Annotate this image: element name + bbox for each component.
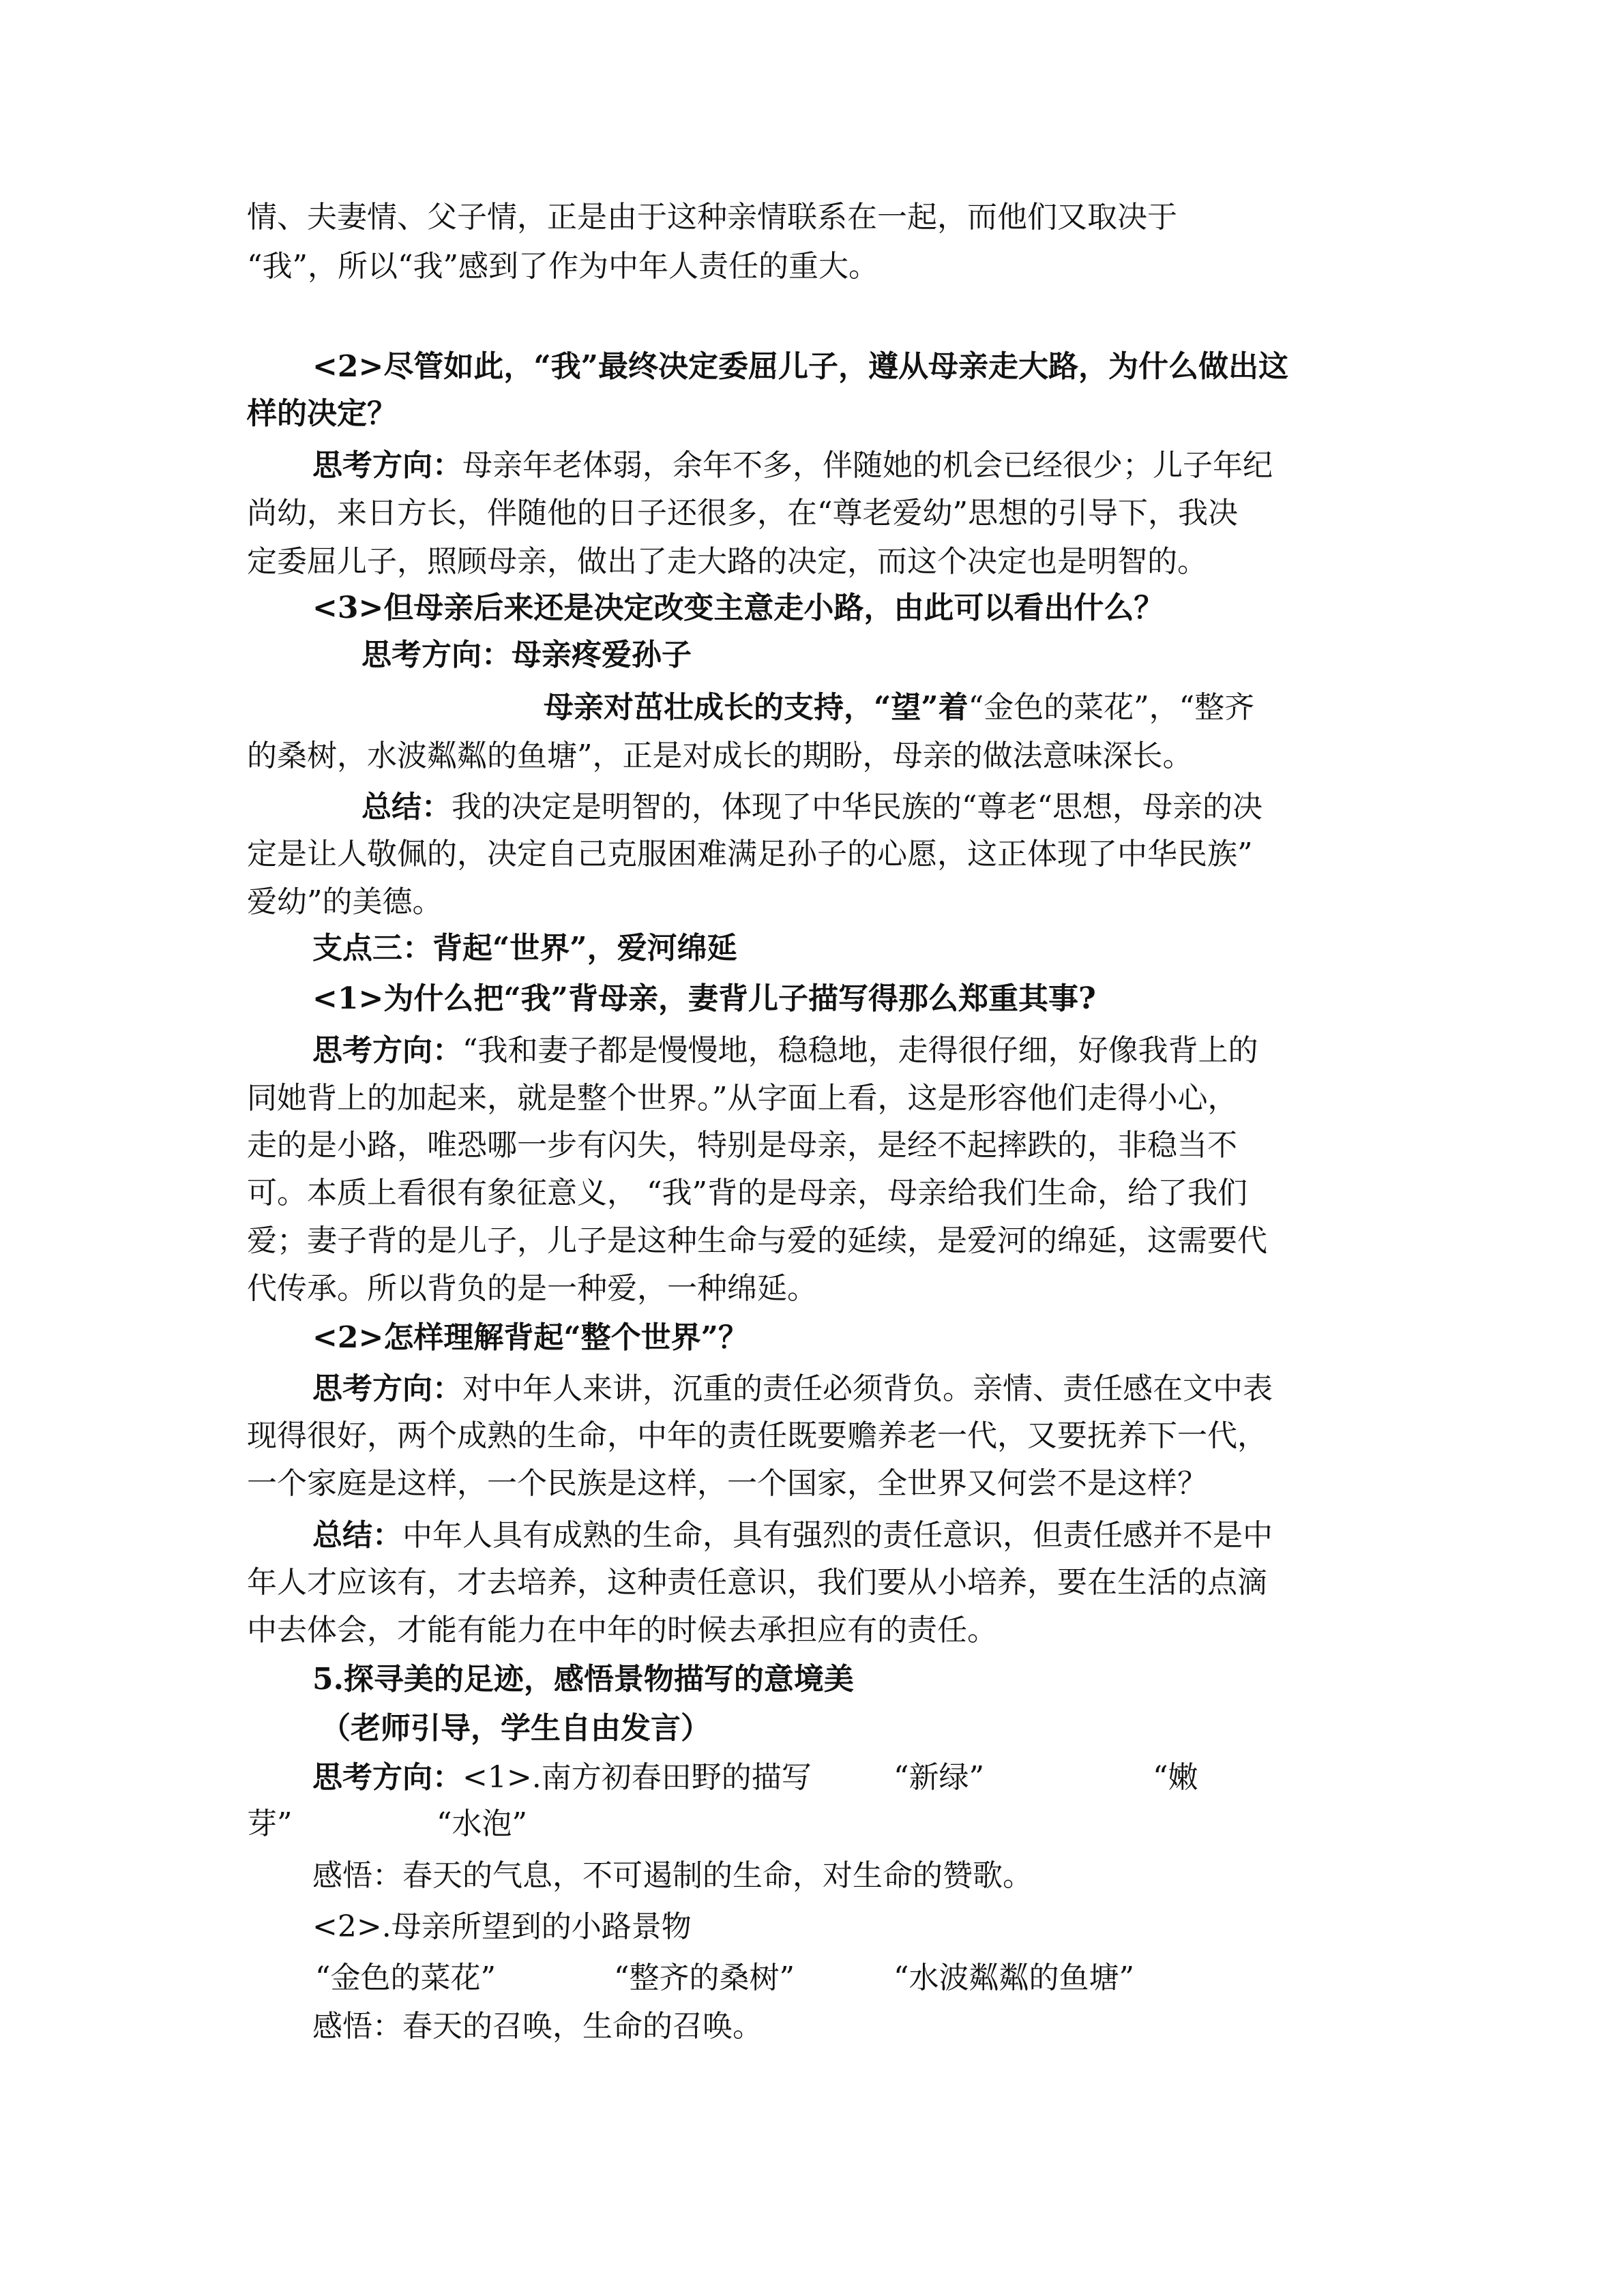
answer-label: 思考方向： [312, 1033, 462, 1068]
text-line: 情、夫妻情、父子情，正是由于这种亲情联系在一起，而他们又取决于 [247, 200, 1177, 235]
answer-line: 尚幼，来日方长，伴随他的日子还很多，在“尊老爱幼”思想的引导下，我决 [247, 496, 1238, 531]
answer-bold: 母亲对茁壮成长的支持，“望”着 [544, 690, 969, 725]
answer-line: 走的是小路，唯恐哪一步有闪失，特别是母亲，是经不起摔跌的，非稳当不 [247, 1128, 1237, 1163]
answer-line [544, 684, 1254, 732]
answer-line: 爱；妻子背的是儿子，儿子是这种生命与爱的延续，是爱河的绵延，这需要代 [247, 1223, 1267, 1258]
answer-text: “金色的菜花”，“整齐 [968, 690, 1255, 725]
feeling-line: 感悟：春天的召唤，生命的召唤。 [312, 2009, 763, 2044]
section-heading: 5.探寻美的足迹，感悟景物描写的意境美 [312, 1662, 854, 1697]
answer-line [312, 1027, 1258, 1075]
keyword: 芽” [247, 1806, 293, 1841]
keyword: “新绿” [894, 1760, 984, 1795]
question-heading: <2>尽管如此，“我”最终决定委屈儿子，遵从母亲走大路，为什么做出这 [312, 349, 1288, 384]
question-heading: <2>怎样理解背起“整个世界”？ [312, 1320, 748, 1355]
question-heading-cont: 样的决定？ [247, 396, 397, 431]
summary-line: 中去体会，才能有能力在中年的时候去承担应有的责任。 [247, 1613, 997, 1648]
answer-line [312, 442, 1273, 490]
summary-label: 总结： [361, 790, 452, 824]
keyword: “嫩 [1153, 1760, 1198, 1795]
summary-line [361, 784, 1263, 831]
question-heading: <3>但母亲后来还是决定改变主意走小路，由此可以看出什么？ [312, 591, 1164, 625]
summary-line: 爱幼”的美德。 [247, 884, 443, 919]
question-heading: <1>为什么把“我”背母亲，妻背儿子描写得那么郑重其事? [312, 981, 1096, 1016]
answer-line: 同她背上的加起来，就是整个世界。”从字面上看，这是形容他们走得小心， [247, 1081, 1238, 1116]
answer-line: 定委屈儿子，照顾母亲，做出了走大路的决定，而这个决定也是明智的。 [247, 544, 1207, 579]
answer-text: “我和妻子都是慢慢地，稳稳地，走得很仔细，好像我背上的 [462, 1033, 1258, 1068]
scene-item: “水波粼粼的鱼塘” [894, 1960, 1134, 1995]
answer-line [312, 1754, 812, 1802]
answer-line [312, 1365, 1273, 1413]
summary-line [312, 1512, 1273, 1560]
answer-text: 母亲年老体弱，余年不多，伴随她的机会已经很少；儿子年纪 [462, 448, 1273, 483]
guide-note: （老师引导，学生自由发言） [321, 1711, 711, 1746]
answer-text: <1>.南方初春田野的描写 [462, 1760, 812, 1795]
sub-heading: <2>.母亲所望到的小路景物 [312, 1909, 692, 1944]
scene-item: “金色的菜花” [315, 1960, 496, 1995]
feeling-line: 感悟：春天的气息，不可遏制的生命，对生命的赞歌。 [312, 1858, 1033, 1893]
text-line: “我”，所以“我”感到了作为中年人责任的重大。 [247, 249, 879, 284]
answer-line: 一个家庭是这样，一个民族是这样，一个国家，全世界又何尝不是这样？ [247, 1466, 1207, 1501]
keyword: “水泡” [437, 1806, 527, 1841]
answer-line: 思考方向：母亲疼爱孙子 [361, 638, 692, 672]
answer-line: 的桑树，水波粼粼的鱼塘”，正是对成长的期盼，母亲的做法意味深长。 [247, 739, 1193, 773]
answer-label: 思考方向： [312, 448, 462, 483]
section-heading: 支点三：背起“世界”，爱河绵延 [312, 931, 737, 966]
summary-line: 年人才应该有，才去培养，这种责任意识，我们要从小培养，要在生活的点滴 [247, 1565, 1267, 1600]
answer-text: 对中年人来讲，沉重的责任必须背负。亲情、责任感在文中表 [462, 1371, 1273, 1406]
answer-label: 思考方向： [312, 1371, 462, 1406]
summary-label: 总结： [312, 1518, 402, 1553]
summary-text: 中年人具有成熟的生命，具有强烈的责任意识，但责任感并不是中 [402, 1518, 1273, 1553]
summary-line: 定是让人敬佩的，决定自己克服困难满足孙子的心愿，这正体现了中华民族” [247, 837, 1253, 871]
answer-label: 思考方向： [312, 1760, 462, 1795]
summary-text: 我的决定是明智的，体现了中华民族的“尊老“思想，母亲的决 [452, 790, 1263, 824]
answer-line: 可。本质上看很有象征意义， “我”背的是母亲，母亲给我们生命，给了我们 [247, 1176, 1247, 1210]
scene-item: “整齐的桑树” [614, 1960, 795, 1995]
answer-line: 现得很好，两个成熟的生命，中年的责任既要赡养老一代，又要抚养下一代， [247, 1418, 1267, 1453]
answer-line: 代传承。所以背负的是一种爱，一种绵延。 [247, 1271, 817, 1306]
